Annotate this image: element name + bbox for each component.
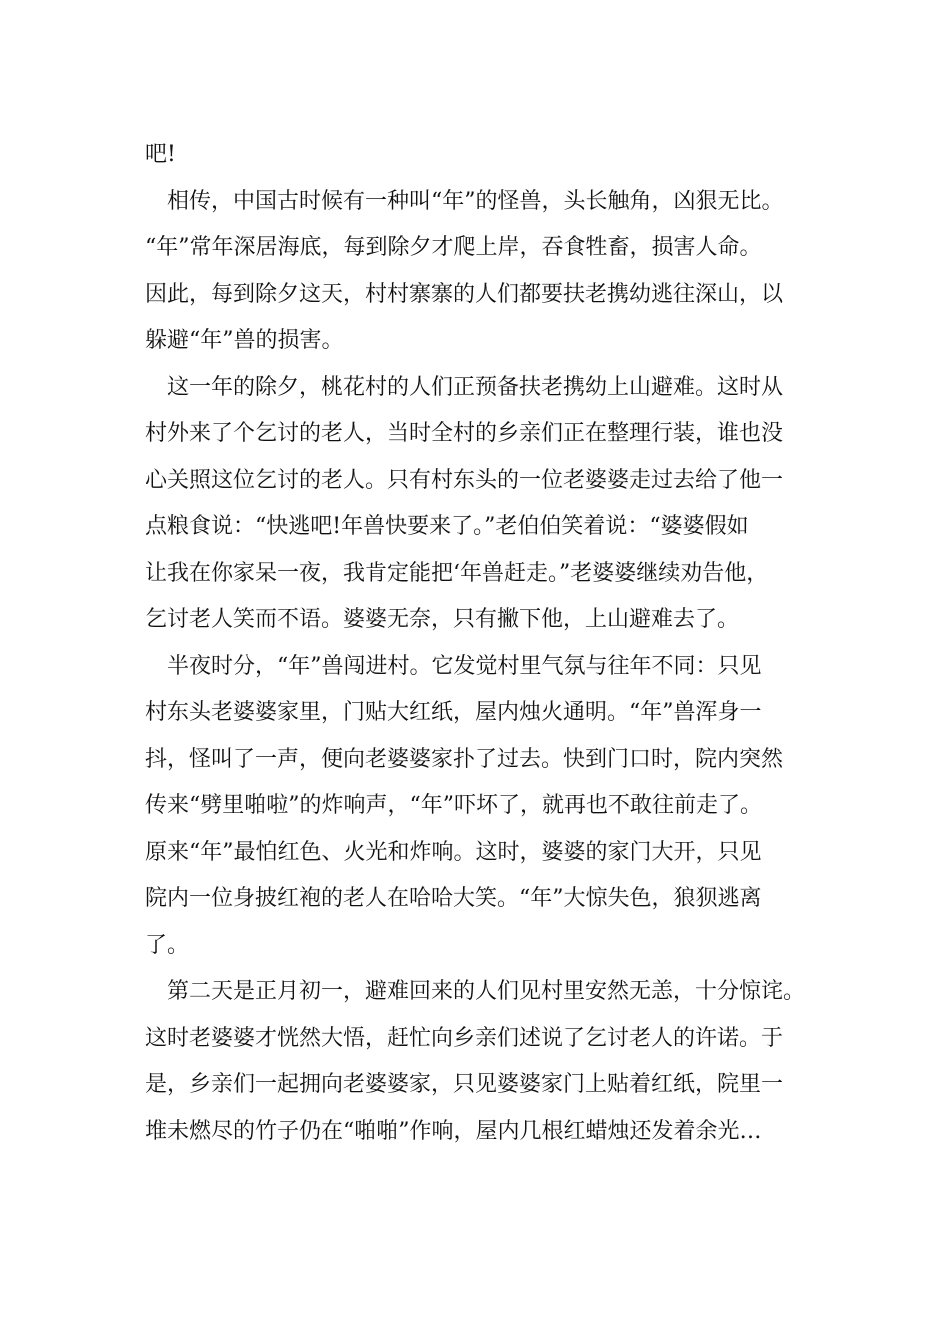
text-line: 躲避“年”兽的损害。 bbox=[145, 328, 344, 353]
paragraph-start-line: 这一年的除夕，桃花村的人们正预备扶老携幼上山避难。这时从 bbox=[167, 374, 784, 400]
text-line: 原来“年”最怕红色、火光和炸响。这时，婆婆的家门大开，只见 bbox=[145, 839, 762, 865]
text-line: 点粮食说：“快逃吧!年兽快要来了。”老伯伯笑着说：“婆婆假如 bbox=[145, 514, 749, 539]
paragraph-start-line: 相传，中国古时候有一种叫“年”的怪兽，头长触角，凶狠无比。 bbox=[167, 188, 784, 214]
paragraph-start-line: 第二天是正月初一，避难回来的人们见村里安然无恙，十分惊诧。 bbox=[167, 979, 806, 1004]
document-page bbox=[145, 132, 835, 1155]
text-line: 村外来了个乞讨的老人，当时全村的乡亲们正在整理行装，谁也没 bbox=[145, 421, 784, 446]
text-line: 院内一位身披红袍的老人在哈哈大笑。“年”大惊失色，狼狈逃离 bbox=[145, 886, 762, 911]
text-line: 了。 bbox=[145, 932, 190, 958]
text-line: 村东头老婆婆家里，门贴大红纸，屋内烛火通明。“年”兽浑身一 bbox=[145, 700, 762, 725]
text-line: 是，乡亲们一起拥向老婆婆家，只见婆婆家门上贴着红纸，院里一 bbox=[145, 1072, 784, 1097]
text-line: 乞讨老人笑而不语。婆婆无奈，只有撇下他，上山避难去了。 bbox=[145, 607, 740, 632]
text-line: 堆未燃尽的竹子仍在“啪啪”作响，屋内几根红蜡烛还发着余光… bbox=[145, 1118, 762, 1144]
paragraph-start-line: 半夜时分，“年”兽闯进村。它发觉村里气氛与往年不同：只见 bbox=[167, 653, 762, 679]
text-line: 吧! bbox=[145, 142, 176, 167]
text-line: 因此，每到除夕这天，村村寨寨的人们都要扶老携幼逃往深山，以 bbox=[145, 281, 784, 307]
text-line: 传来“劈里啪啦”的炸响声，“年”吓坏了，就再也不敢往前走了。 bbox=[145, 793, 762, 818]
text-line: 这时老婆婆才恍然大悟，赶忙向乡亲们述说了乞讨老人的许诺。于 bbox=[145, 1025, 784, 1051]
text-line: 抖，怪叫了一声，便向老婆婆家扑了过去。快到门口时，院内突然 bbox=[145, 746, 784, 772]
text-line: 让我在你家呆一夜，我肯定能把‘年兽赶走。”老婆婆继续劝告他， bbox=[145, 560, 769, 586]
text-line: 心关照这位乞讨的老人。只有村东头的一位老婆婆走过去给了他一 bbox=[145, 467, 784, 493]
text-line: “年”常年深居海底，每到除夕才爬上岸，吞食牲畜，损害人命。 bbox=[145, 235, 762, 260]
